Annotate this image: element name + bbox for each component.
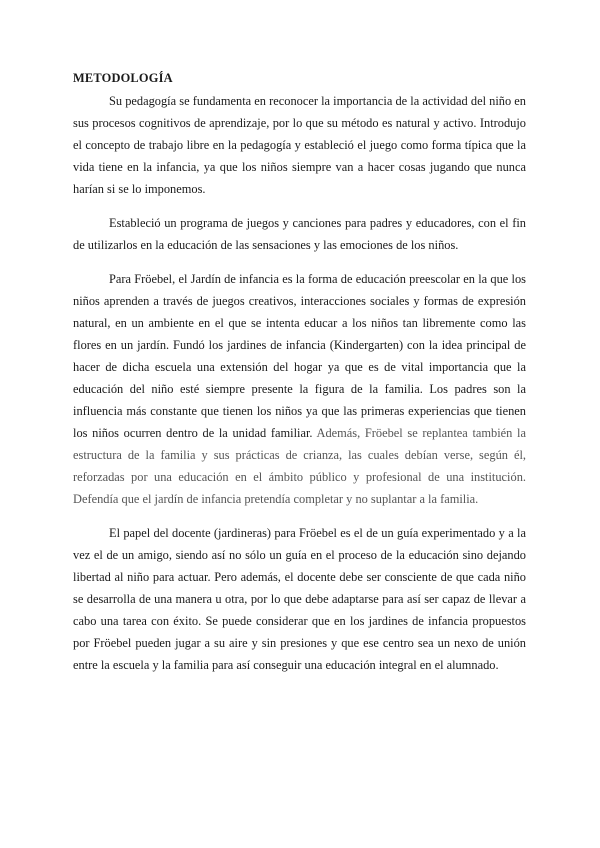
paragraph-teacher-role: El papel del docente (jardineras) para Fröebel es el de un guía experimentado y a la vez el de un amigo, siendo así no sólo un guía en el proceso de la educación sino dejando libertad al niño para actuar. Pero además, el docente debe ser consciente de que cada niño se desarrolla de una manera u otra, por lo que debe adaptarse para así ser capaz de llevar a cabo una tarea con éxito. Se puede considerar que en los jardines de infancia propuestos por Fröebel pueden jugar a su aire y sin presiones y que ese centro sea un nexo de unión entre la escuela y la familia para así conseguir una educación integral en el alumnado. xyxy=(73,526,526,672)
paragraph-kindergarten-main: Para Fröebel, el Jardín de infancia es la forma de educación preescolar en la que los niños aprenden a través de juegos creativos, interacciones sociales y formas de expresión natural, en un ambiente en el que se intenta educar a los niños tan libremente como las flores en un jardín. Fundó los jardines de infancia (Kindergarten) con la idea principal de hacer de dicha escuela una extensión del hogar ya que es de vital importancia que la educación del niño esté siempre presente la figura de la familia. Los padres son la influencia más constante que tienen los niños ya que las primeras experiencias que tienen los niños ocurren dentro de la unidad familiar. xyxy=(73,272,526,440)
section-heading: METODOLOGÍA xyxy=(73,71,173,85)
document-body xyxy=(73,70,526,688)
paragraph-kindergarten-family: Además, Fröebel se replantea también la estructura de la familia y sus prácticas de crianza, las cuales debían verse, según él, reforzadas por una educación en el ámbito público y profesional de una institución. Defendía que el jardín de infancia pretendía completar y no suplantar a la familia. xyxy=(73,426,526,506)
paragraph-pedagogy: Su pedagogía se fundamenta en reconocer la importancia de la actividad del niño en sus procesos cognitivos de aprendizaje, por lo que su método es natural y activo. Introdujo el concepto de trabajo libre en la pedagogía y estableció el juego como forma típica que la vida tiene en la infancia, ya que los niños siempre van a hacer cosas jugando que nunca harían si se lo imponemos. xyxy=(73,94,526,196)
paragraph-kindergarten xyxy=(73,268,526,510)
paragraph-songs-program: Estableció un programa de juegos y canciones para padres y educadores, con el fin de utilizarlos en la educación de las sensaciones y las emociones de los niños. xyxy=(73,216,526,252)
